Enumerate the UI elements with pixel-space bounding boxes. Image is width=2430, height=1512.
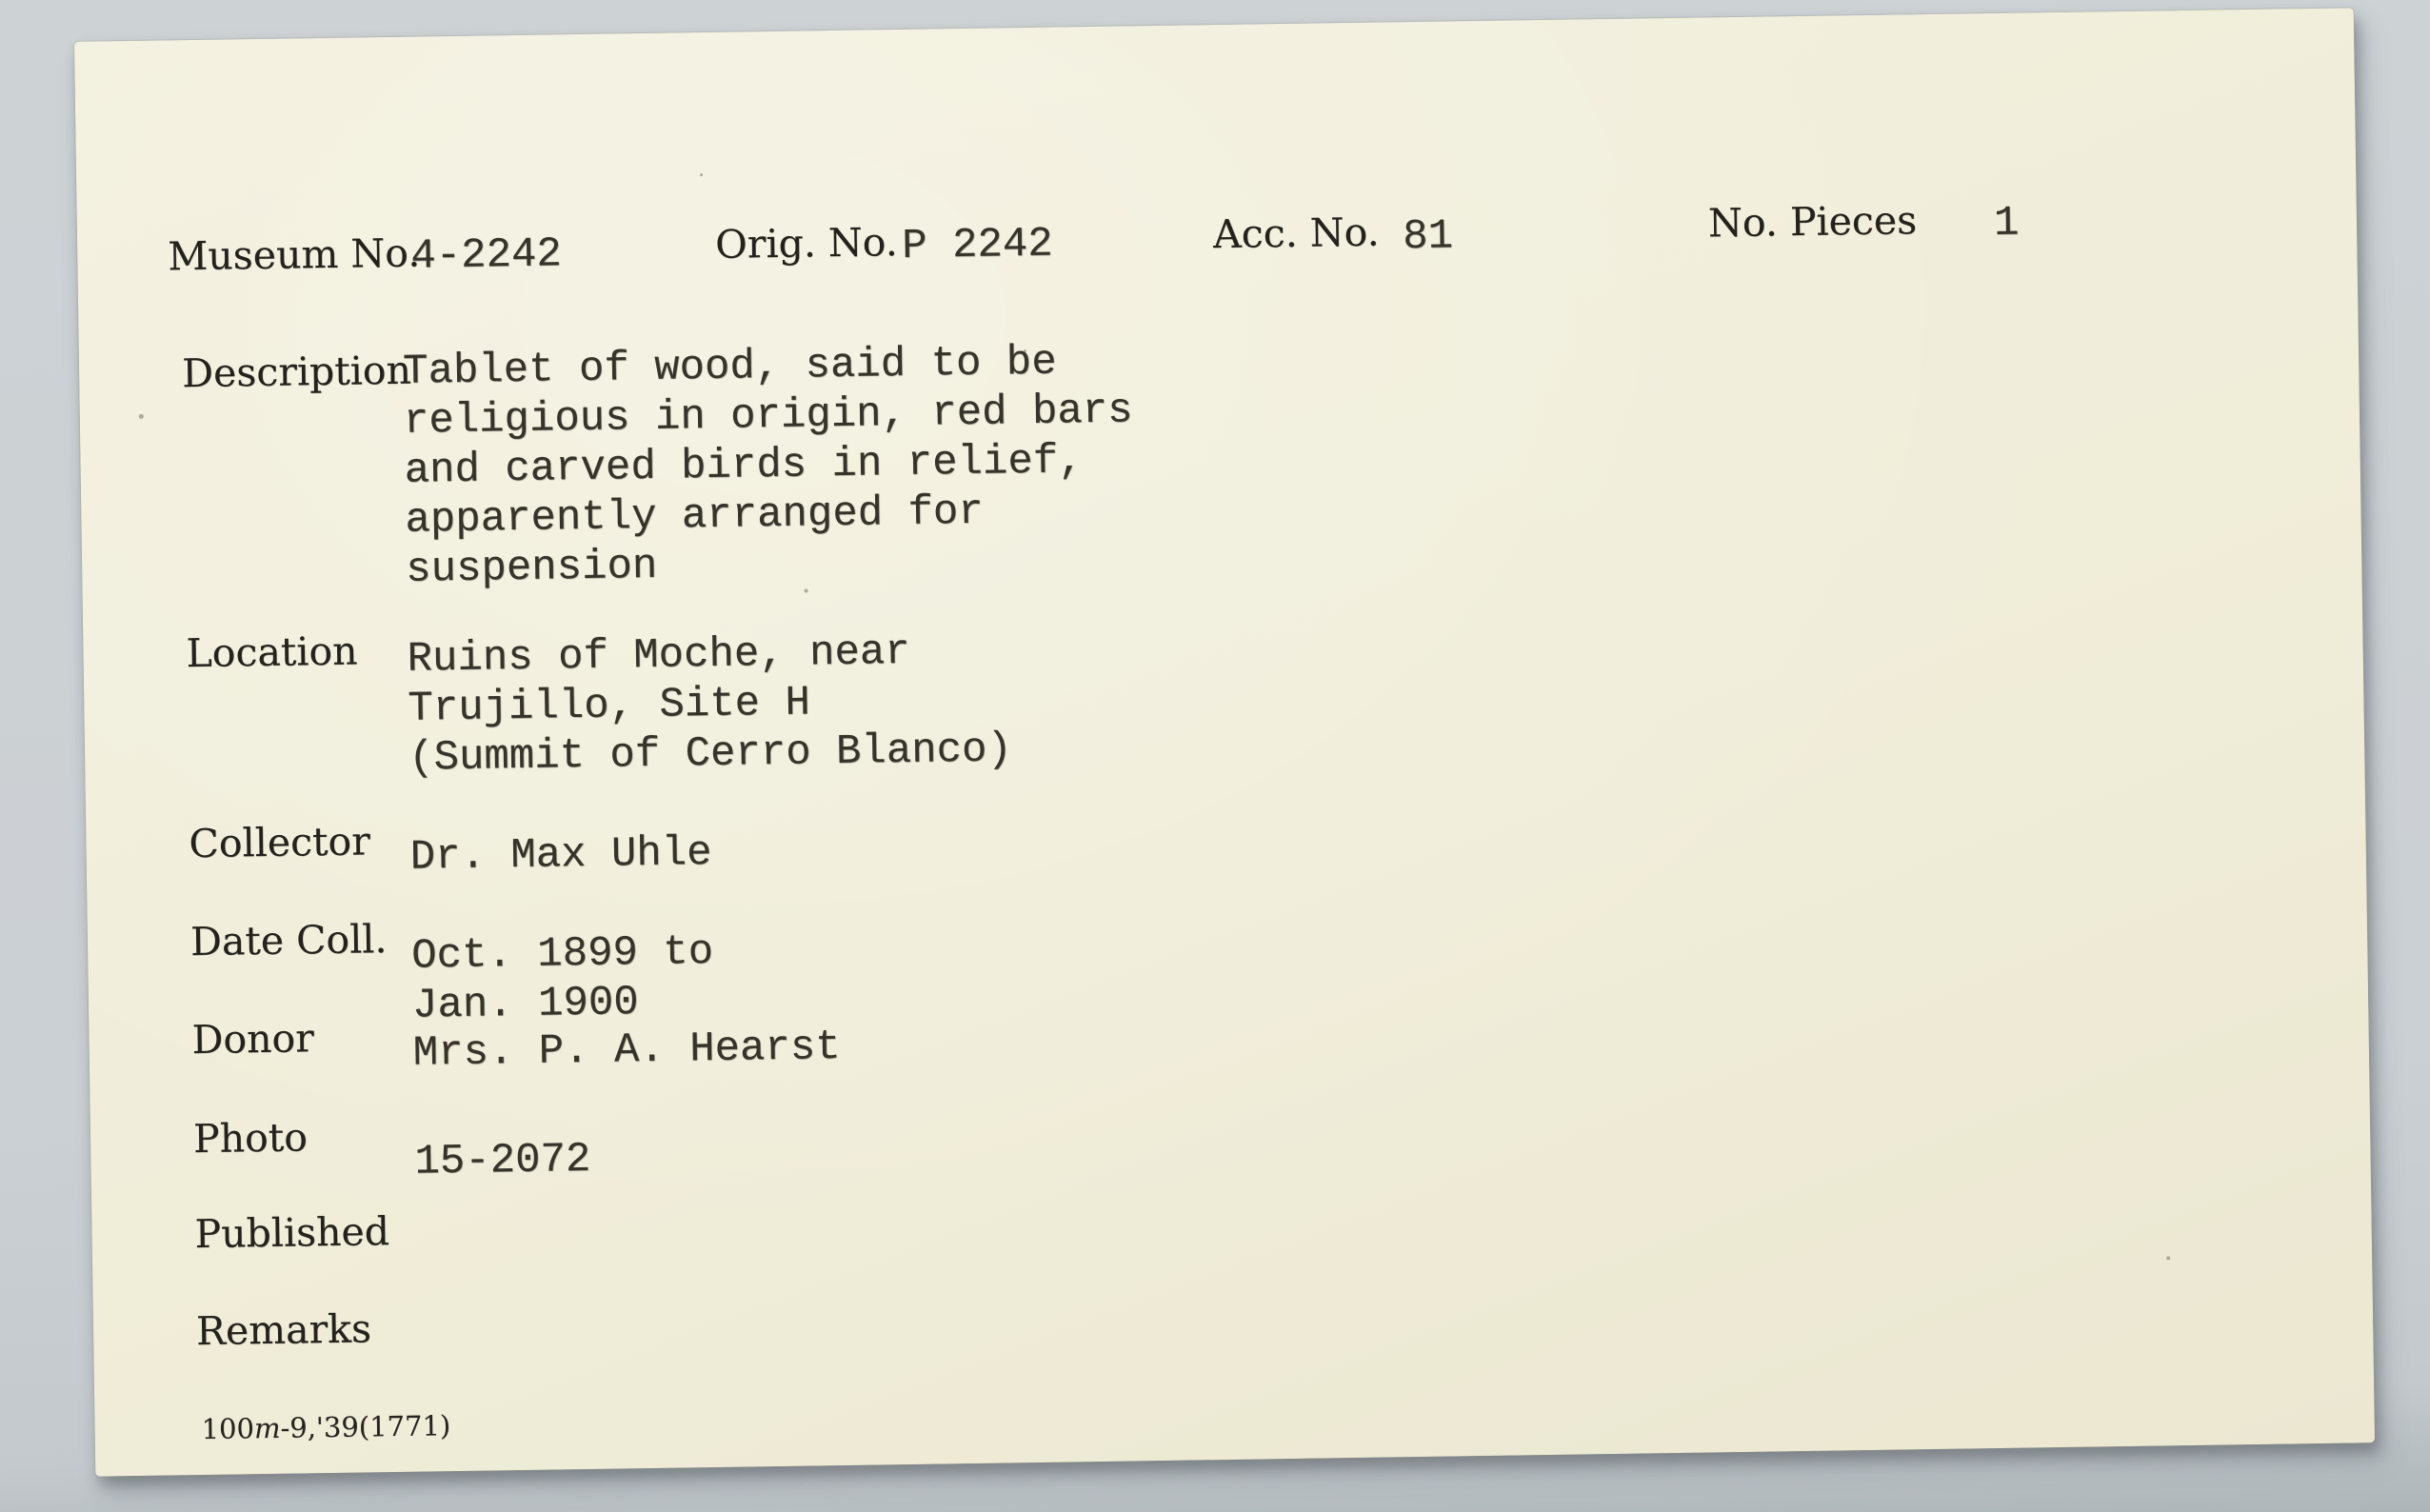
remarks-label: Remarks [195,1305,372,1355]
scan-speck [1024,349,1026,352]
description-line: apparently arranged for [405,487,985,545]
collector-value: Dr. Max Uhle [409,829,712,882]
orig-no-label: Orig. No. [714,219,899,268]
museum-no-label: Museum No. [167,229,421,280]
photo-label: Photo [192,1114,309,1163]
date-coll-line: Oct. 1899 to [410,927,714,981]
no-pieces-value: 1 [1993,199,2020,248]
acc-no-label: Acc. No. [1212,209,1380,258]
museum-no-value: 4-2242 [409,230,563,281]
description-line: Tablet of wood, said to be [402,338,1057,396]
description-label: Description [181,347,412,397]
no-pieces-label: No. Pieces [1707,197,1918,247]
print-code [201,1409,450,1445]
acc-no-value: 81 [1402,212,1454,262]
location-value [407,626,1012,783]
print-code-prefix: 100 [201,1412,255,1446]
location-line: Trujillo, Site H [408,679,811,733]
collector-label: Collector [189,818,371,867]
donor-value: Mrs. P. A. Hearst [412,1024,841,1078]
date-coll-label: Date Coll. [189,916,388,965]
scan-speck [700,173,703,176]
print-code-italic-m: m [253,1411,281,1445]
location-line: Ruins of Moche, near [407,627,911,684]
photo-value: 15-2072 [414,1135,591,1186]
description-line: and carved birds in relief, [404,437,1084,495]
print-code-suffix: -9,'39(1771) [280,1409,451,1444]
date-coll-line: Jan. 1900 [411,979,640,1030]
description-value [403,336,1136,594]
orig-no-value: P 2242 [901,220,1054,270]
scan-speck [139,414,144,419]
description-line: religious in origin, red bars [403,387,1133,446]
catalog-card [74,8,2375,1476]
location-line: (Summit of Cerro Blanco) [408,726,1013,783]
location-label: Location [186,627,358,677]
donor-label: Donor [191,1015,315,1064]
scan-speck [2166,1256,2170,1260]
description-line: suspension [405,542,658,594]
scan-speck [805,588,808,592]
date-coll-value [411,927,714,1031]
published-label: Published [194,1208,390,1258]
